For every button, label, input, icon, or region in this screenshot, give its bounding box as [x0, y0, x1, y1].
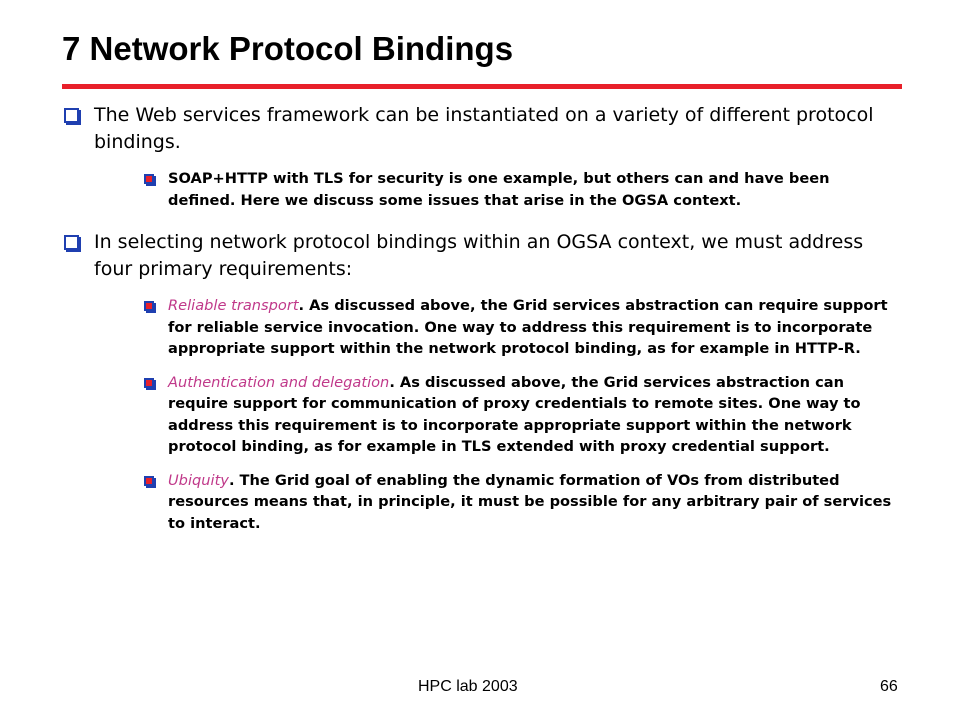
slide-footer: HPC lab 2003 [418, 678, 518, 695]
sub-bullet-point [94, 295, 902, 360]
sub-bullet-term: Authentication and delegation [168, 373, 390, 391]
sub-bullet-point [94, 168, 902, 211]
square-bullet-icon [64, 235, 79, 250]
small-square-bullet-icon [144, 378, 154, 388]
bullet-text: The Web services framework can be instantiated on a variety of different protocol bindings. [94, 104, 874, 153]
sub-bullet-term: Reliable transport [168, 297, 299, 314]
small-square-bullet-icon [144, 174, 154, 184]
bullet-point [62, 102, 902, 211]
slide-title: 7 Network Protocol Bindings [62, 30, 514, 67]
small-square-bullet-icon [144, 476, 154, 486]
sub-bullet-text [168, 372, 902, 458]
square-bullet-icon [64, 108, 79, 123]
sub-bullet-body: SOAP+HTTP with TLS for security is one example, but others can and have been defined. Here we discuss some issues that arise in the OGSA context. [168, 170, 830, 209]
small-square-bullet-icon [144, 301, 154, 311]
page-number: 66 [880, 678, 898, 695]
sub-bullet-body: . As discussed above, the Grid services abstraction can require support for communication of proxy credentials to remote sites. One way to address this requirement is to incorporate appropriate support within the network protocol binding, as for example in TLS extended with proxy credential support. [168, 373, 861, 455]
sub-bullet-body: . The Grid goal of enabling the dynamic formation of VOs from distributed resources means that, in principle, it must be possible for any arbitrary pair of services to interact. [168, 471, 892, 532]
slide-content [62, 102, 902, 552]
sub-bullet-point [94, 470, 902, 535]
sub-bullet-point [94, 372, 902, 458]
bullet-text: In selecting network protocol bindings within an OGSA context, we must address four primary requirements: [94, 231, 864, 280]
sub-bullet-text [168, 168, 902, 211]
sub-bullet-text [168, 295, 902, 360]
bullet-point [62, 229, 902, 534]
sub-bullet-body: . As discussed above, the Grid services abstraction can require support for reliable service invocation. One way to address this requirement is to incorporate appropriate support within the network protocol binding, as for example in HTTP-R. [168, 297, 888, 357]
sub-bullet-term: Ubiquity [168, 471, 229, 489]
title-divider [62, 84, 902, 89]
sub-bullet-text [168, 470, 902, 535]
